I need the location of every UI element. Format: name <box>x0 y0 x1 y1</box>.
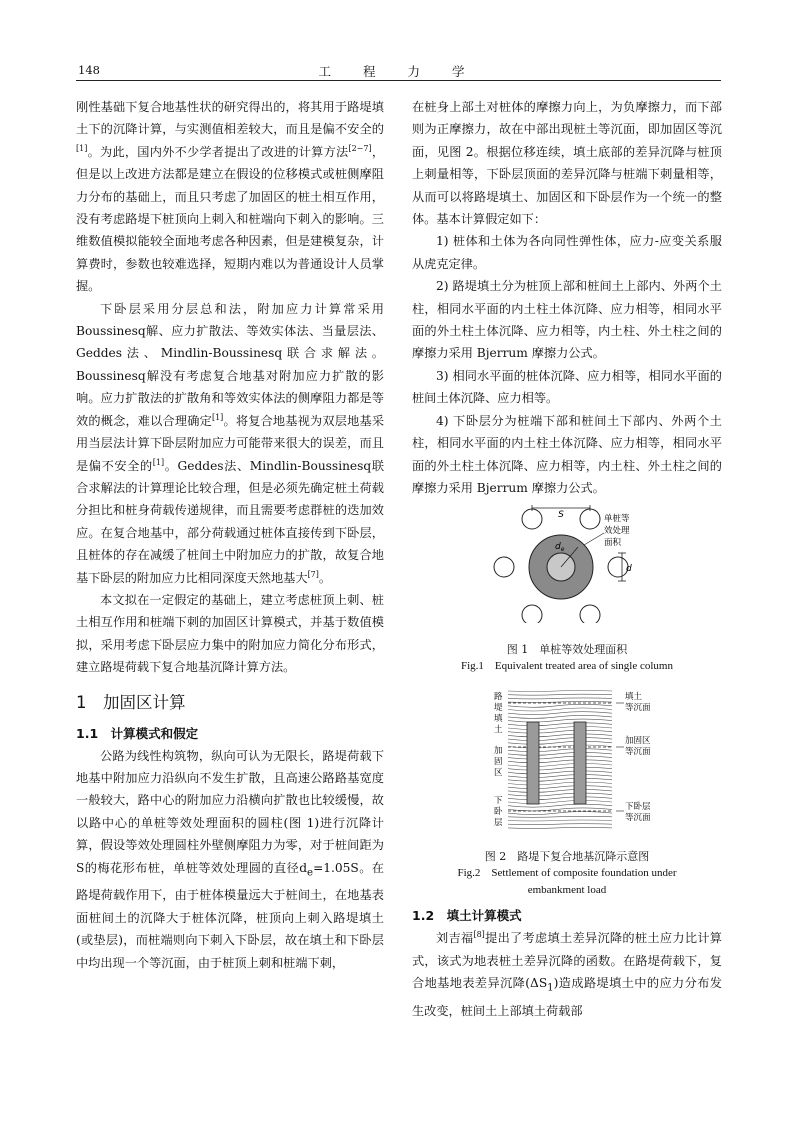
figure-1-caption-cn: 图 1 单桩等效处理面积 <box>506 642 628 656</box>
pile-circle <box>522 605 542 623</box>
right-label: 等沉面 <box>625 812 651 823</box>
paragraph: 在桩身上部土对桩体的摩擦力向上，为负摩擦力，而下部则为正摩擦力，故在中部出现桩土等沉面，即加固区等沉面，见图 2。根据位移连续，填土底部的差异沉降与桩顶上刺量相等，下卧层顶面的差异沉降与桩端下刺量相等，从而可以将路堤填土、加固区和下卧层作为一个统一的整体。基本计算假定如下： <box>412 100 722 227</box>
soil-layer-line <box>508 694 612 695</box>
paragraph: 本文拟在一定假定的基础上，建立考虑桩顶上刺、桩土相互作用和桩端下刺的加固区计算模式，并基于数值模拟，采用考虑下卧层应力集中的附加应力简化分布形式，建立路堤荷载下复合地基沉降计算方法。 <box>76 592 384 675</box>
right-label: 等沉面 <box>625 746 651 757</box>
soil-layer-line <box>508 711 612 714</box>
soil-layer-line <box>508 820 612 821</box>
soil-layer-line <box>508 816 612 817</box>
soil-layer-line <box>508 797 612 800</box>
assumption-item: 2) 路堤填土分为桩顶上部和桩间土上部内、外两个土柱，相同水平面的内土柱土体沉降、应力相等，相同水平面的外土柱土体沉降、应力相等，内土柱、外土柱之间的摩擦力采用 Bjerrum 摩擦力公式。 <box>412 279 722 361</box>
soil-layer-line <box>508 760 612 763</box>
soil-layer-line <box>508 774 612 777</box>
assumption-item: 1) 桩体和土体为各向同性弹性体，应力-应变关系服从虎克定律。 <box>412 234 722 271</box>
soil-layer-line <box>508 730 612 733</box>
soil-layer-line <box>508 808 612 811</box>
soil-layer-line <box>508 827 612 828</box>
soil-layer-line <box>508 782 612 785</box>
page-header <box>76 62 721 81</box>
soil-layer-line <box>508 767 612 770</box>
soil-layer-line <box>508 785 612 788</box>
soil-layer-line <box>508 734 612 737</box>
left-label-embankment: 路堤填土 <box>494 691 503 735</box>
soil-layer-line <box>508 701 612 702</box>
soil-layer-line <box>508 793 612 796</box>
assumption-item: 3) 相同水平面的桩体沉降、应力相等，相同水平面的桩间土体沉降、应力相等。 <box>412 368 722 406</box>
paragraph: 下卧层采用分层总和法，附加应力计算常采用Boussinesq解、应力扩散法、等效实体法、当量层法、Geddes法、Mindlin-Boussinesq联合求解法。Boussinesq解没有考虑复合地基对附加应力扩散的影响。应力扩散法的扩散角和等效实体法的侧摩阻力都是等效的概念，难以合理确定[1]。将复合地基视为双层地基采用当层法计算下卧层附加应力可能带来很大的误差，而且是偏不安全的[1]。Geddes法、Mindlin-Boussinesq联合求解法的计算理论比较合理，但是必须先确定桩土荷载分担比和桩身荷载传递规律，而且需要考虑群桩的迭加效应。在复合地基中，部分荷载通过桩体直接传到下卧层，且桩体的存在减缓了桩间土中附加应力的扩散，故复合地基下卧层的附加应力比相同深度天然地基大[7]。 <box>76 301 385 585</box>
soil-layer-line <box>508 823 612 824</box>
pile-circle <box>580 509 600 529</box>
pile-circle <box>494 557 514 577</box>
figure-1-caption-en: Fig.1 Equivalent treated area of single column <box>461 659 673 672</box>
soil-layer-line <box>508 745 612 748</box>
soil-layer-line <box>508 704 612 707</box>
left-column <box>76 96 384 974</box>
figure-2-caption-cn: 图 2 路堤下复合地基沉降示意图 <box>484 850 650 864</box>
subsection-heading: 1.2 填土计算模式 <box>412 908 522 924</box>
soil-layer-line <box>508 800 612 803</box>
section-heading: 1 加固区计算 <box>76 692 186 712</box>
pile-circle <box>608 557 628 577</box>
soil-layer-line <box>508 771 612 774</box>
annotation-text: 单桩等 <box>604 514 630 525</box>
pile-circle <box>522 509 542 529</box>
pile-circle <box>580 605 600 623</box>
soil-layer-line <box>508 804 612 807</box>
label-de: $d_e$ <box>555 542 565 554</box>
pile <box>574 722 586 804</box>
settlement-diagram <box>412 687 722 837</box>
left-label-underlying: 下卧层 <box>494 795 503 828</box>
soil-layer-line <box>508 708 612 711</box>
soil-layer-line <box>508 737 612 740</box>
left-label-reinforced: 加固区 <box>494 745 503 778</box>
journal-title: 工 程 力 学 <box>318 64 479 79</box>
paragraph: 刘吉福[8]提出了考虑填土差异沉降的桩土应力比计算式，该式为地表桩土差异沉降的函数。在路堤荷载下，复合地基地表差异沉降$(\Delta S_1)$造成路堤填土中的应力分布发生改变，桩间土上部填土荷载部 <box>412 930 722 1018</box>
annotation-text: 效处理 <box>604 526 630 537</box>
soil-layer-line <box>508 789 612 792</box>
right-label: 加固区 <box>625 735 651 746</box>
soil-layer-line <box>508 741 612 744</box>
soil-layers <box>508 690 612 828</box>
soil-layer-line <box>508 752 612 755</box>
figure-2-caption-en-line2: embankment load <box>527 884 607 897</box>
subsection-heading: 1.1 计算模式和假定 <box>76 725 199 741</box>
right-column <box>412 96 722 1022</box>
soil-layer-line <box>508 719 612 722</box>
label-s: S <box>558 510 564 521</box>
annotation-text: 面积 <box>604 538 622 549</box>
soil-layer-line <box>508 763 612 766</box>
right-label: 填土 <box>625 691 643 702</box>
paragraph: 公路为线性构筑物，纵向可认为无限长，路堤荷载下地基中附加应力沿纵向不发生扩散，且高速公路路基宽度一般较大，路中心的附加应力沿横向扩散也比较缓慢，故以路中心的单桩等效处理面积的圆柱(图 1)进行沉降计算，假设等效处理圆柱外壁侧摩阻力为零，对于桩间距为S的梅花形布桩，单桩等效处理圆的直径$d_e=1.05S$。在路堤荷载作用下，由于桩体模量远大于桩间土，在地基表面桩间土的沉降大于桩体沉降，桩顶向上刺入路堤填土(或垫层)，而桩端则向下刺入下卧层，故在填土和下卧层中均出现一个等沉面，由于桩顶上刺和桩端下刺， <box>76 748 384 970</box>
assumption-item: 4) 下卧层分为桩端下部和桩间土下部内、外两个土柱，相同水平面的内土柱土体沉降、应力相等，相同水平面的外土柱土体沉降、应力相等，内土柱、外土柱之间的摩擦力采用 Bjerrum 摩擦力公式。 <box>412 413 722 495</box>
soil-layer-line <box>508 778 612 781</box>
page-number: 148 <box>78 63 100 77</box>
paragraph: 刚性基础下复合地基性状的研究得出的，将其用于路堤填土下的沉降计算，与实测值相差较大，而且是偏不安全的[1]。为此，国内外不少学者提出了改进的计算方法[2−7]，但是以上改进方法都是建立在假设的位移模式或桩侧摩阻力分布的基础上，而且只考虑了加固区的桩土相互作用，没有考虑路堤下桩顶向上刺入和桩端向下刺入的影响。三维数值模拟能较全面地考虑各种因素，但是建模复杂，计算费时，参数也较难选择，短期内难以为普通设计人员掌握。 <box>76 100 385 294</box>
soil-layer-line <box>508 715 612 718</box>
label-d: d <box>626 564 632 575</box>
soil-layer-line <box>508 723 612 726</box>
soil-layer-line <box>508 756 612 759</box>
soil-layer-line <box>508 726 612 729</box>
soil-layer-line <box>508 690 612 691</box>
pile-layout-diagram <box>412 505 722 623</box>
right-label: 等沉面 <box>625 702 651 713</box>
pile <box>527 722 539 804</box>
figure-2 <box>412 687 722 899</box>
figure-1 <box>412 505 722 674</box>
soil-layer-line <box>508 811 612 814</box>
soil-layer-line <box>508 748 612 751</box>
soil-layer-line <box>508 698 612 699</box>
right-label: 下卧层 <box>625 801 651 812</box>
figure-2-caption-en-line1: Fig.2 Settlement of composite foundation under <box>457 867 677 880</box>
